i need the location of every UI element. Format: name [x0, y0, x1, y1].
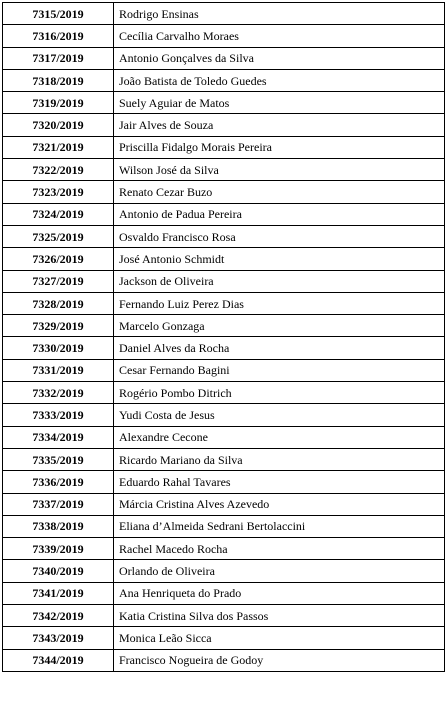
process-number-cell: 7341/2019	[3, 582, 114, 604]
table-row	[3, 159, 445, 181]
person-name-cell: Wilson José da Silva	[114, 159, 445, 181]
registry-table-body	[3, 3, 445, 672]
person-name-cell: Ana Henriqueta do Prado	[114, 582, 445, 604]
person-name-cell: Cesar Fernando Bagini	[114, 359, 445, 381]
table-row	[3, 315, 445, 337]
person-name-cell: Antonio de Padua Pereira	[114, 203, 445, 225]
person-name-cell: Rodrigo Ensinas	[114, 3, 445, 25]
process-number-cell: 7335/2019	[3, 448, 114, 470]
table-row	[3, 47, 445, 69]
person-name-cell: Katia Cristina Silva dos Passos	[114, 605, 445, 627]
table-row	[3, 582, 445, 604]
process-number-cell: 7338/2019	[3, 515, 114, 537]
process-number-cell: 7317/2019	[3, 47, 114, 69]
person-name-cell: Eliana d’Almeida Sedrani Bertolaccini	[114, 515, 445, 537]
process-number-cell: 7322/2019	[3, 159, 114, 181]
table-row	[3, 359, 445, 381]
person-name-cell: Antonio Gonçalves da Silva	[114, 47, 445, 69]
process-number-cell: 7320/2019	[3, 114, 114, 136]
person-name-cell: Priscilla Fidalgo Morais Pereira	[114, 136, 445, 158]
person-name-cell: Monica Leão Sicca	[114, 627, 445, 649]
process-number-cell: 7340/2019	[3, 560, 114, 582]
process-number-cell: 7328/2019	[3, 292, 114, 314]
table-row	[3, 181, 445, 203]
process-number-cell: 7325/2019	[3, 225, 114, 247]
process-number-cell: 7327/2019	[3, 270, 114, 292]
registry-table	[2, 2, 445, 672]
table-row	[3, 426, 445, 448]
person-name-cell: Rachel Macedo Rocha	[114, 538, 445, 560]
table-row	[3, 515, 445, 537]
process-number-cell: 7339/2019	[3, 538, 114, 560]
process-number-cell: 7332/2019	[3, 382, 114, 404]
table-row	[3, 448, 445, 470]
person-name-cell: Ricardo Mariano da Silva	[114, 448, 445, 470]
table-row	[3, 649, 445, 671]
person-name-cell: Márcia Cristina Alves Azevedo	[114, 493, 445, 515]
table-row	[3, 114, 445, 136]
process-number-cell: 7316/2019	[3, 25, 114, 47]
process-number-cell: 7315/2019	[3, 3, 114, 25]
table-row	[3, 292, 445, 314]
table-row	[3, 3, 445, 25]
process-number-cell: 7324/2019	[3, 203, 114, 225]
person-name-cell: Orlando de Oliveira	[114, 560, 445, 582]
table-row	[3, 471, 445, 493]
person-name-cell: Francisco Nogueira de Godoy	[114, 649, 445, 671]
person-name-cell: Yudi Costa de Jesus	[114, 404, 445, 426]
table-row	[3, 493, 445, 515]
process-number-cell: 7329/2019	[3, 315, 114, 337]
process-number-cell: 7318/2019	[3, 69, 114, 91]
process-number-cell: 7326/2019	[3, 248, 114, 270]
table-row	[3, 337, 445, 359]
table-row	[3, 382, 445, 404]
process-number-cell: 7330/2019	[3, 337, 114, 359]
table-row	[3, 248, 445, 270]
person-name-cell: Rogério Pombo Ditrich	[114, 382, 445, 404]
person-name-cell: João Batista de Toledo Guedes	[114, 69, 445, 91]
person-name-cell: Cecília Carvalho Moraes	[114, 25, 445, 47]
table-row	[3, 25, 445, 47]
table-row	[3, 69, 445, 91]
person-name-cell: Daniel Alves da Rocha	[114, 337, 445, 359]
person-name-cell: Marcelo Gonzaga	[114, 315, 445, 337]
process-number-cell: 7319/2019	[3, 92, 114, 114]
table-row	[3, 627, 445, 649]
table-row	[3, 605, 445, 627]
person-name-cell: José Antonio Schmidt	[114, 248, 445, 270]
table-row	[3, 136, 445, 158]
table-row	[3, 538, 445, 560]
process-number-cell: 7334/2019	[3, 426, 114, 448]
process-number-cell: 7323/2019	[3, 181, 114, 203]
process-number-cell: 7343/2019	[3, 627, 114, 649]
process-number-cell: 7342/2019	[3, 605, 114, 627]
process-number-cell: 7333/2019	[3, 404, 114, 426]
table-row	[3, 270, 445, 292]
process-number-cell: 7321/2019	[3, 136, 114, 158]
process-number-cell: 7331/2019	[3, 359, 114, 381]
person-name-cell: Fernando Luiz Perez Dias	[114, 292, 445, 314]
process-number-cell: 7337/2019	[3, 493, 114, 515]
person-name-cell: Eduardo Rahal Tavares	[114, 471, 445, 493]
person-name-cell: Jair Alves de Souza	[114, 114, 445, 136]
person-name-cell: Jackson de Oliveira	[114, 270, 445, 292]
table-row	[3, 92, 445, 114]
table-row	[3, 560, 445, 582]
table-row	[3, 203, 445, 225]
person-name-cell: Osvaldo Francisco Rosa	[114, 225, 445, 247]
person-name-cell: Suely Aguiar de Matos	[114, 92, 445, 114]
process-number-cell: 7344/2019	[3, 649, 114, 671]
table-row	[3, 225, 445, 247]
person-name-cell: Alexandre Cecone	[114, 426, 445, 448]
process-number-cell: 7336/2019	[3, 471, 114, 493]
person-name-cell: Renato Cezar Buzo	[114, 181, 445, 203]
table-row	[3, 404, 445, 426]
